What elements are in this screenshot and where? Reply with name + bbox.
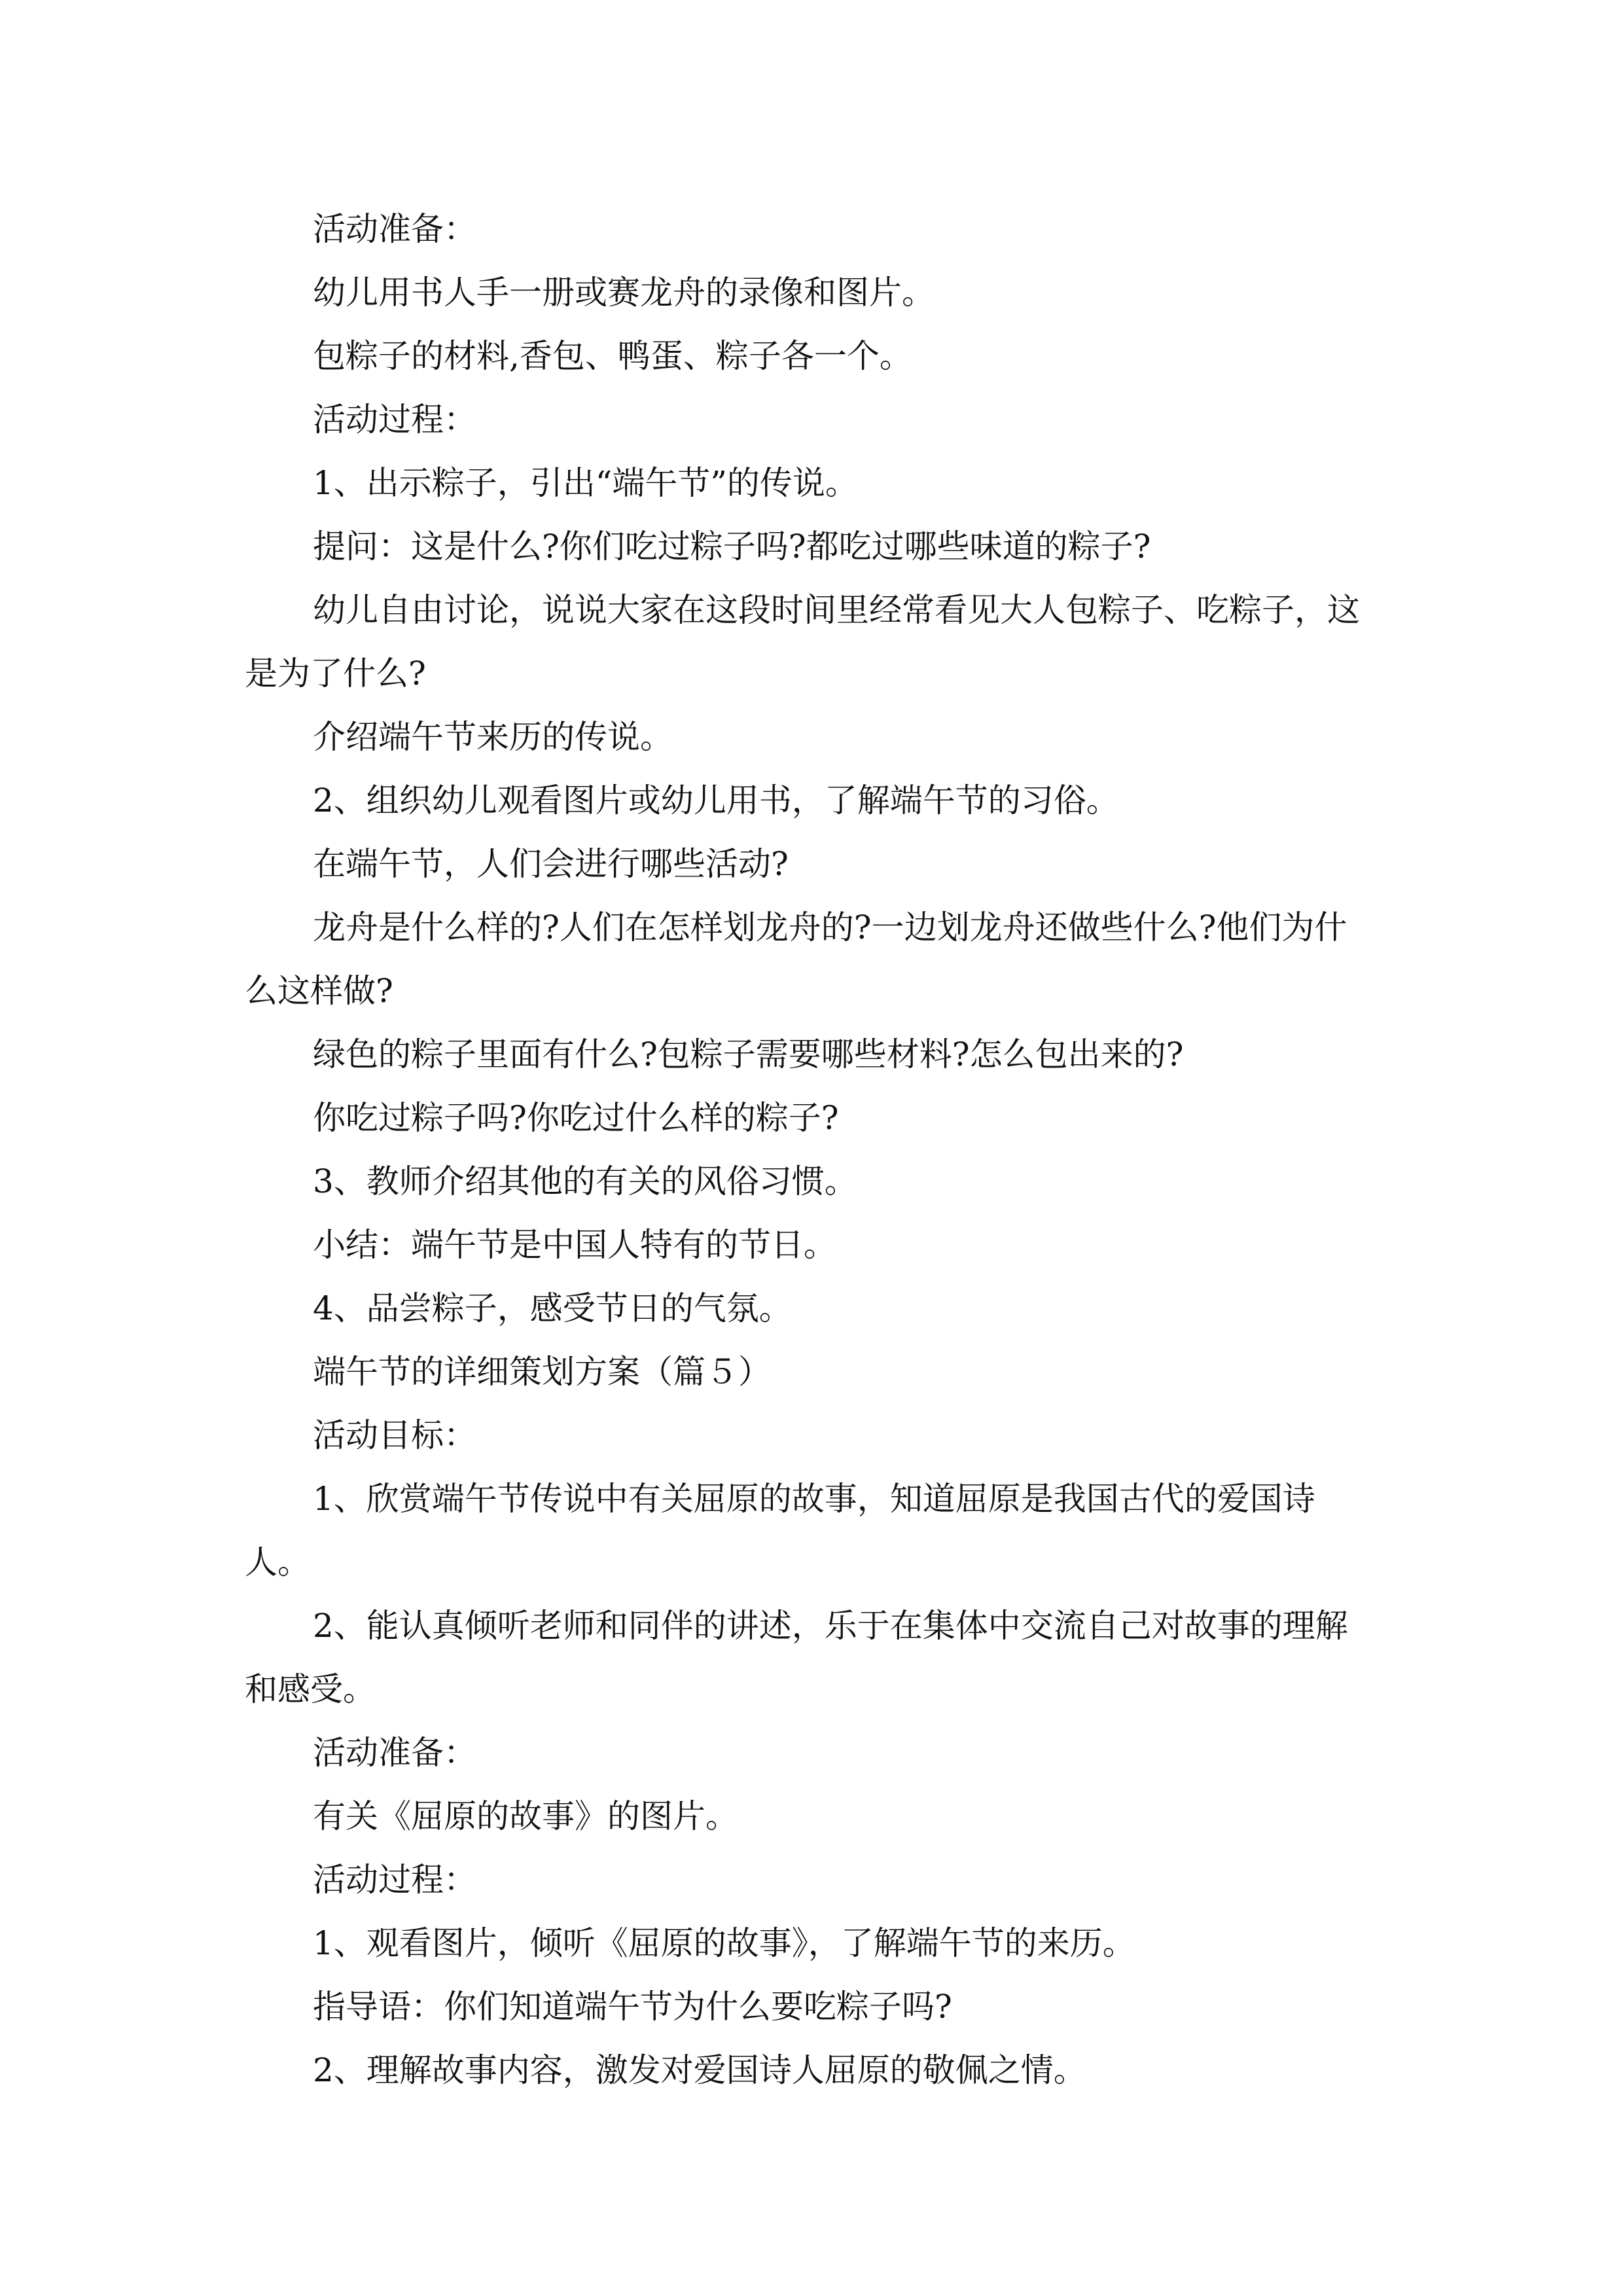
paragraph: 幼儿用书人手一册或赛龙舟的录像和图片。 — [313, 274, 935, 312]
paragraph: 幼儿自由讨论，说说大家在这段时间里经常看见大人包粽子、吃粽子，这是为了什么? — [245, 591, 1360, 692]
paragraph: 绿色的粽子里面有什么?包粽子需要哪些材料?怎么包出来的? — [313, 1035, 1184, 1073]
paragraph: 提问：这是什么?你们吃过粽子吗?都吃过哪些味道的粽子? — [313, 528, 1151, 565]
paragraph: 你吃过粽子吗?你吃过什么样的粽子? — [313, 1099, 839, 1137]
article-title: 端午节的详细策划方案（篇５） — [313, 1353, 771, 1391]
paragraph: 1、观看图片，倾听《屈原的故事》，了解端午节的来历。 — [313, 1924, 1135, 1962]
paragraph: 小结：端午节是中国人特有的节日。 — [313, 1226, 836, 1264]
paragraph: 2、组织幼儿观看图片或幼儿用书，了解端午节的习俗。 — [313, 781, 1119, 819]
paragraph: 在端午节，人们会进行哪些活动? — [313, 845, 789, 883]
section-heading: 活动准备： — [313, 210, 476, 248]
paragraph: 2、理解故事内容，激发对爱国诗人屈原的敬佩之情。 — [313, 2051, 1086, 2089]
paragraph: 1、欣赏端午节传说中有关屈原的故事，知道屈原是我国古代的爱国诗人。 — [245, 1480, 1315, 1581]
paragraph: 3、教师介绍其他的有关的风俗习惯。 — [313, 1162, 857, 1200]
paragraph: 介绍端午节来历的传说。 — [313, 718, 673, 756]
section-heading: 活动过程： — [313, 401, 476, 439]
section-heading: 活动准备： — [313, 1734, 476, 1772]
paragraph: 2、能认真倾听老师和同伴的讲述，乐于在集体中交流自己对故事的理解和感受。 — [245, 1607, 1348, 1708]
section-heading: 活动过程： — [313, 1861, 476, 1899]
paragraph: 1、出示粽子，引出“端午节”的传说。 — [313, 464, 858, 502]
paragraph: 包粽子的材料,香包、鸭蛋、粽子各一个。 — [313, 337, 912, 375]
paragraph: 指导语：你们知道端午节为什么要吃粽子吗? — [313, 1988, 952, 2026]
paragraph: 有关《屈原的故事》的图片。 — [313, 1797, 738, 1835]
paragraph: 龙舟是什么样的?人们在怎样划龙舟的?一边划龙舟还做些什么?他们为什么这样做? — [245, 908, 1347, 1010]
paragraph: 4、品尝粽子，感受节日的气氛。 — [313, 1289, 792, 1327]
section-heading: 活动目标： — [313, 1416, 476, 1454]
document-body — [245, 198, 1380, 2102]
